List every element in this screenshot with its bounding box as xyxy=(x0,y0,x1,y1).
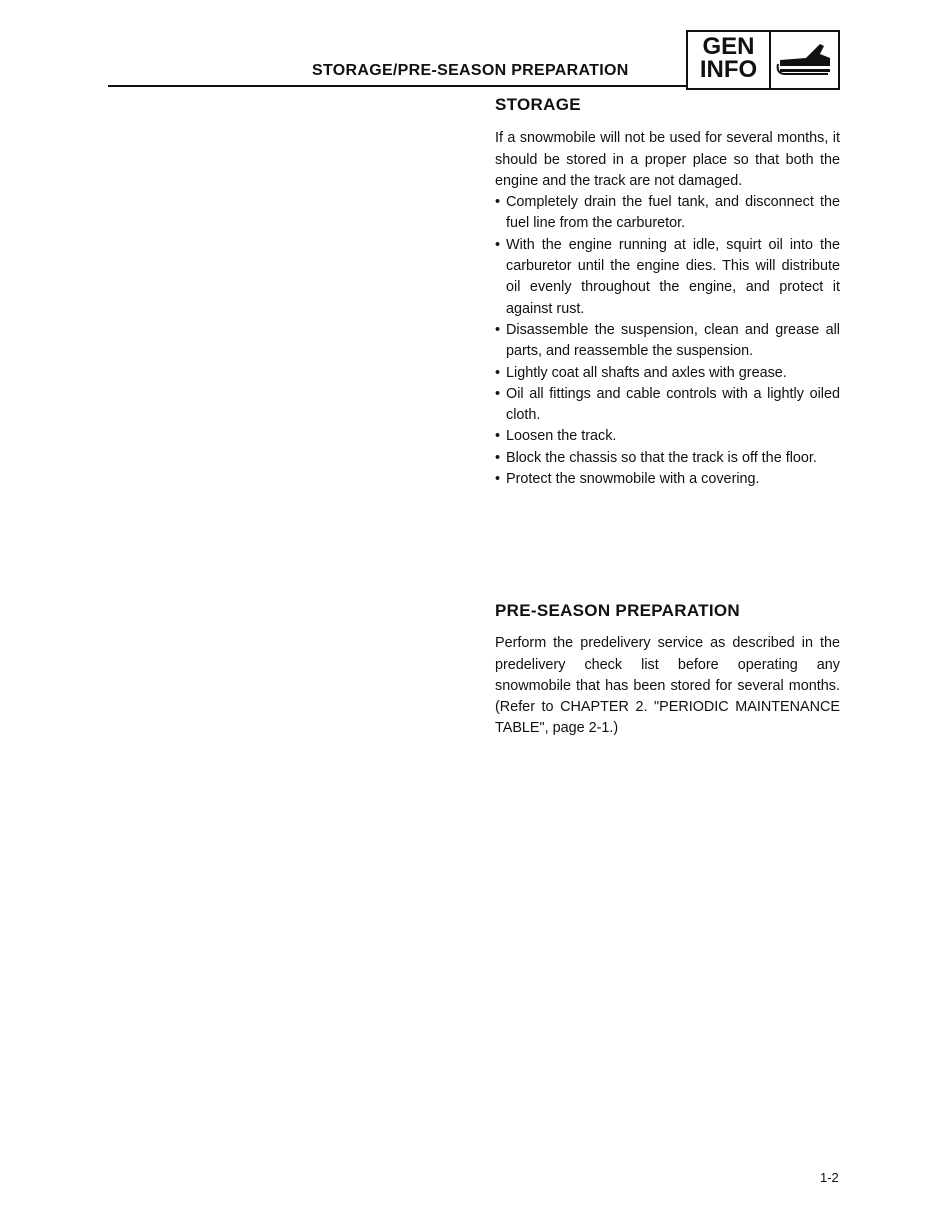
logo-text-info: INFO xyxy=(699,56,758,83)
page-header-title: STORAGE/PRE-SEASON PREPARATION xyxy=(312,62,629,79)
list-item: • Protect the snowmobile with a covering. xyxy=(495,469,840,490)
snowmobile-icon xyxy=(771,32,838,88)
list-item: • Completely drain the fuel tank, and disconnect the fuel line from the carburetor. xyxy=(495,192,840,235)
list-item: • Disassemble the suspension, clean and grease all parts, and reassemble the suspension. xyxy=(495,320,840,363)
header-rule xyxy=(110,85,688,87)
logo-text-gen: GEN xyxy=(702,33,755,60)
preseason-heading: PRE-SEASON PREPARATION xyxy=(495,601,740,620)
preseason-text: Perform the predelivery service as described in the predelivery check list before operating any snowmobile that has been stored for several months. (Refer to CHAPTER 2. "PERIODIC MAINTENANCE TABLE", page 2-1.) xyxy=(495,635,840,737)
list-item: • Block the chassis so that the track is off the floor. xyxy=(495,448,840,469)
storage-section xyxy=(495,94,840,490)
list-item: • Oil all fittings and cable controls with a lightly oiled cloth. xyxy=(495,384,840,427)
list-item: • With the engine running at idle, squirt oil into the carburetor until the engine dies. This will distribute oil evenly throughout the engine, and protect it against rust. xyxy=(495,235,840,320)
logo-text xyxy=(688,32,771,88)
storage-list xyxy=(495,192,840,490)
list-item: • Loosen the track. xyxy=(495,426,840,447)
page-number: 1-2 xyxy=(820,1170,839,1185)
preseason-section xyxy=(495,600,840,740)
storage-intro: If a snowmobile will not be used for several months, it should be stored in a proper place so that both the engine and the track are not damaged. xyxy=(495,130,840,189)
list-item: • Lightly coat all shafts and axles with grease. xyxy=(495,363,840,384)
gen-info-logo xyxy=(686,30,840,90)
storage-heading: STORAGE xyxy=(495,95,581,114)
